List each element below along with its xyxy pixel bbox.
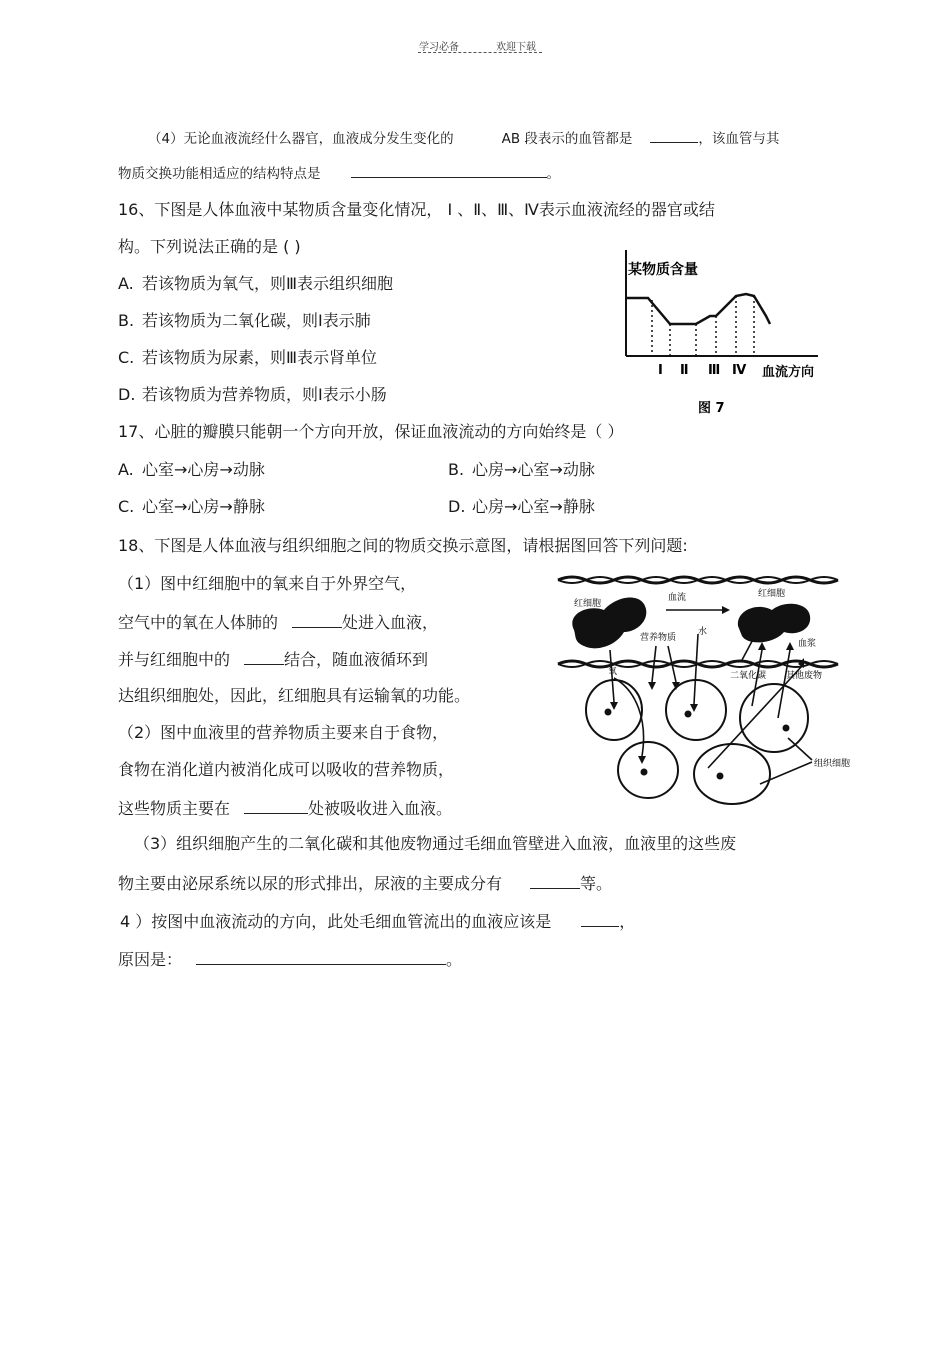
q18-blank-lung-site[interactable] — [292, 611, 342, 628]
q18-p3-line2: 物主要由泌尿系统以尿的形式排出，尿液的主要成分有 等。 — [118, 874, 613, 893]
tissue-cell-2 — [666, 680, 726, 740]
tissue-cell-5 — [694, 744, 770, 804]
header-right: 欢迎下载 — [496, 42, 536, 53]
q17-option-c[interactable]: C. 心室→心房→静脉 — [118, 497, 265, 516]
q15-4-blank-vessel[interactable] — [650, 126, 698, 143]
header-left: 学习必备 — [419, 42, 459, 53]
label-oxygen: 氧 — [608, 667, 618, 677]
red-blood-cell-right — [738, 604, 810, 643]
q18-p1-line2: 空气中的氧在人体肺的 处进入血液， — [118, 613, 439, 632]
q18-exchange-diagram — [552, 570, 854, 810]
label-waste: 其他废物 — [786, 671, 823, 681]
capillary-wall-top — [558, 577, 838, 583]
q18-p2-line2: 食物在消化道内被消化成可以吸收的营养物质， — [118, 760, 455, 779]
q16-option-d[interactable]: D. 若该物质为营养物质，则Ⅰ表示小肠 — [118, 385, 387, 404]
graph-caption: 图 7 — [698, 401, 725, 416]
q18-p1-line4: 达组织细胞处，因此，红细胞具有运输氧的功能。 — [118, 686, 471, 705]
q15-4-line2-end: 。 — [546, 166, 560, 182]
tissue-cell-3 — [740, 684, 808, 752]
q15-4-line2 — [118, 161, 560, 184]
tick-IV: Ⅳ — [732, 363, 747, 378]
q17-option-a[interactable]: A. 心室→心房→动脉 — [118, 460, 265, 479]
tick-II: Ⅱ — [680, 363, 689, 378]
q18-blank-urine[interactable] — [530, 872, 580, 889]
label-co2: 二氧化碳 — [730, 671, 767, 681]
q18-p2-line3: 这些物质主要在 处被吸收进入血液。 — [118, 799, 453, 818]
label-tissue-cell: 组织细胞 — [814, 759, 851, 769]
q15-4-blank-structure[interactable] — [351, 161, 547, 178]
tick-I: Ⅰ — [658, 363, 663, 378]
q15-4-text-c: ，该血管与其 — [698, 131, 780, 147]
q17-option-b[interactable]: B. 心房→心室→动脉 — [448, 460, 595, 479]
q18-p1-line3: 并与红细胞中的 结合，随血液循环到 — [118, 650, 429, 669]
q15-4-text-a: （4）无论血液流经什么器官，血液成分发生变化的 — [148, 131, 454, 147]
tick-III: Ⅲ — [708, 363, 721, 378]
graph-ylabel: 某物质含量 — [628, 262, 698, 278]
q18-blank-binding[interactable] — [244, 648, 284, 665]
q16-content-graph — [618, 244, 838, 420]
q18-blank-reason[interactable] — [196, 948, 446, 965]
q15-4-line1 — [148, 126, 779, 149]
q16-option-c[interactable]: C. 若该物质为尿素，则Ⅲ表示肾单位 — [118, 348, 378, 367]
tissue-cell-4 — [618, 742, 678, 798]
label-rbc-left: 红细胞 — [574, 599, 602, 609]
label-flow: 血流 — [668, 593, 687, 603]
q15-4-text-b: AB 段表示的血管都是 — [501, 131, 633, 147]
label-nutrients: 营养物质 — [640, 633, 677, 643]
label-rbc-right: 红细胞 — [758, 589, 786, 599]
q17-stem: 17、心脏的瓣膜只能朝一个方向开放，保证血液流动的方向始终是（ ） — [118, 422, 624, 441]
q18-stem: 18、下图是人体血液与组织细胞之间的物质交换示意图，请根据图回答下列问题: — [118, 536, 688, 555]
q16-stem-line2: 构。下列说法正确的是 ( ) — [118, 237, 301, 256]
q18-p1-line1: （1）图中红细胞中的氧来自于外界空气， — [118, 574, 417, 593]
capillary-wall-bottom — [558, 661, 838, 667]
header-divider — [418, 52, 542, 53]
graph-xlabel: 血流方向 — [762, 365, 815, 380]
q18-blank-absorb-site[interactable] — [244, 797, 308, 814]
q15-4-line2-text: 物质交换功能相适应的结构特点是 — [118, 166, 321, 182]
q17-option-d[interactable]: D. 心房→心室→静脉 — [448, 497, 595, 516]
q16-option-b[interactable]: B. 若该物质为二氧化碳，则Ⅰ表示肺 — [118, 311, 371, 330]
label-water: 水 — [698, 627, 708, 637]
graph-curve — [626, 294, 770, 324]
q18-p4-line2: 原因是： 。 — [118, 950, 463, 969]
label-plasma: 血浆 — [798, 639, 817, 649]
q18-p2-line1: （2）图中血液里的营养物质主要来自于食物， — [118, 723, 449, 742]
page-header — [0, 38, 950, 58]
q16-stem-line1: 16、下图是人体血液中某物质含量变化情况， Ⅰ 、Ⅱ、Ⅲ、Ⅳ表示血液流经的器官或结 — [118, 200, 715, 219]
q18-p3-line1: （3）组织细胞产生的二氧化碳和其他废物通过毛细血管壁进入血液，血液里的这些废 — [134, 834, 737, 853]
q18-p4-line1: 4 ）按图中血液流动的方向，此处毛细血管流出的血液应该是 ， — [120, 912, 636, 931]
q18-blank-blood-type[interactable] — [581, 910, 619, 927]
q16-option-a[interactable]: A. 若该物质为氧气，则Ⅲ表示组织细胞 — [118, 274, 394, 293]
